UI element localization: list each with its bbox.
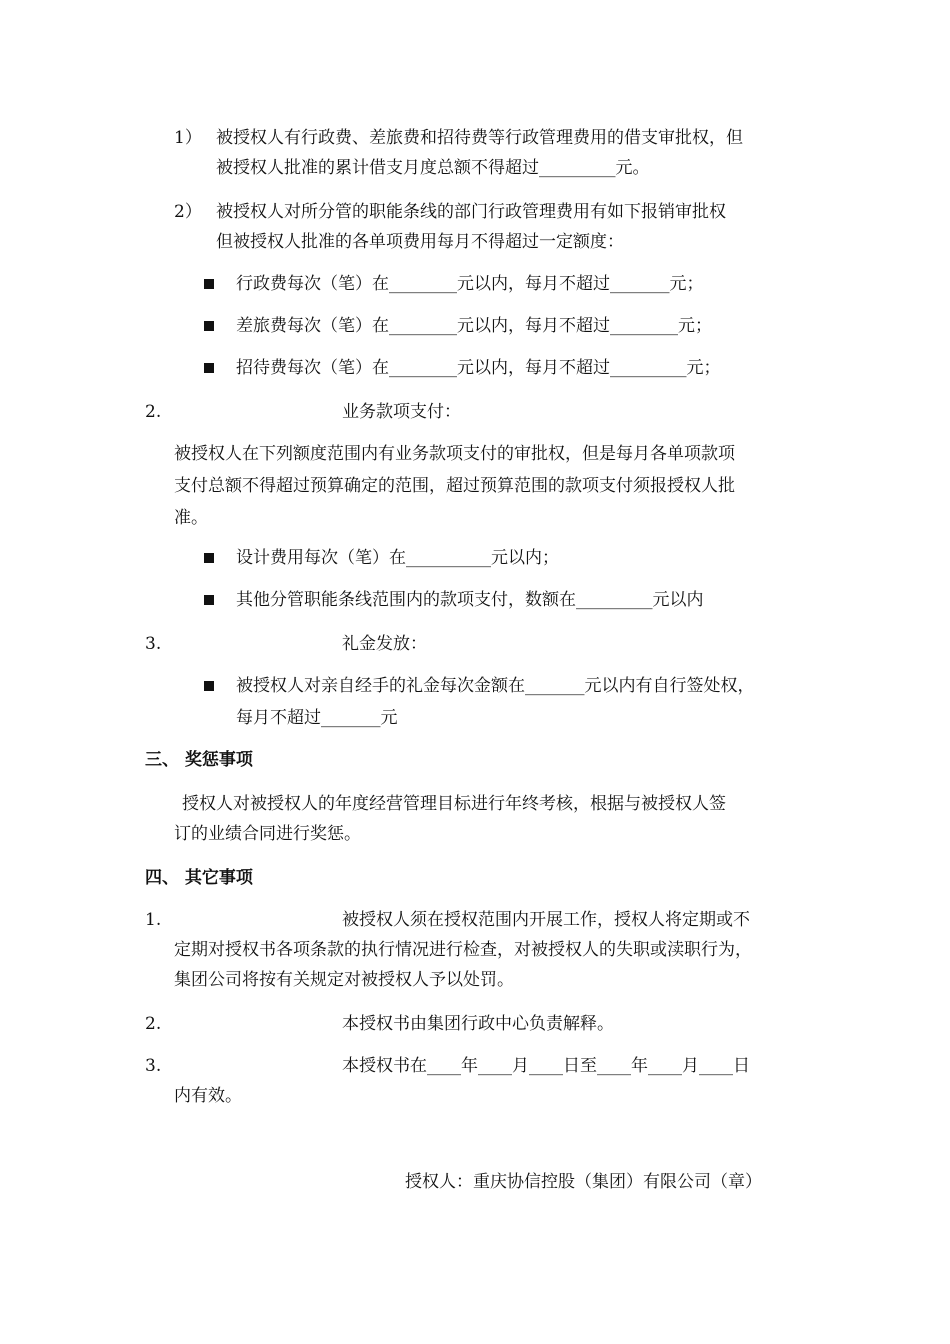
item-number: 3. (145, 634, 162, 654)
square-bullet-icon (204, 321, 214, 331)
paragraph-line: 本授权书在____年____月____日至____年____月____日 (342, 1056, 750, 1076)
list-item: 其他分管职能条线范围内的款项支付，数额在_________元以内 (236, 590, 704, 610)
paragraph-line: 但被授权人批准的各单项费用每月不得超过一定额度： (216, 232, 624, 252)
paragraph-line: 被授权人对所分管的职能条线的部门行政管理费用有如下报销审批权 (216, 202, 726, 222)
paragraph-line: 被授权人在下列额度范围内有业务款项支付的审批权，但是每月各单项款项 (174, 444, 735, 464)
paragraph-line: 被授权人批准的累计借支月度总额不得超过_________元。 (216, 158, 650, 178)
list-item-continuation: 每月不超过_______元 (236, 708, 398, 728)
item-title: 业务款项支付： (342, 402, 461, 422)
square-bullet-icon (204, 553, 214, 563)
paragraph-line: 被授权人须在授权范围内开展工作，授权人将定期或不 (342, 910, 750, 930)
list-item: 招待费每次（笔）在________元以内，每月不超过_________元； (236, 358, 721, 378)
item-number: 3. (145, 1056, 162, 1076)
paragraph-line: 被授权人有行政费、差旅费和招待费等行政管理费用的借支审批权，但 (216, 128, 743, 148)
paragraph-line: 支付总额不得超过预算确定的范围，超过预算范围的款项支付须报授权人批 (174, 476, 735, 496)
square-bullet-icon (204, 363, 214, 373)
signature-line: 授权人：重庆协信控股（集团）有限公司（章） (405, 1172, 762, 1192)
paragraph-line: 授权人对被授权人的年度经营管理目标进行年终考核，根据与被授权人签 (182, 794, 726, 814)
paragraph-line: 定期对授权书各项条款的执行情况进行检查，对被授权人的失职或渎职行为， (174, 940, 752, 960)
list-item: 差旅费每次（笔）在________元以内，每月不超过________元； (236, 316, 712, 336)
item-number: 1. (145, 910, 162, 930)
paragraph-line: 本授权书由集团行政中心负责解释。 (342, 1014, 614, 1034)
list-item: 被授权人对亲自经手的礼金每次金额在_______元以内有自行签处权， (236, 676, 755, 696)
square-bullet-icon (204, 681, 214, 691)
section-heading: 三、 奖惩事项 (145, 750, 253, 770)
list-item: 行政费每次（笔）在________元以内，每月不超过_______元； (236, 274, 704, 294)
item-title: 礼金发放： (342, 634, 427, 654)
item-number: 2） (174, 202, 202, 222)
item-number: 1） (174, 128, 202, 148)
paragraph-line: 订的业绩合同进行奖惩。 (174, 824, 361, 844)
item-number: 2. (145, 1014, 162, 1034)
paragraph-line: 内有效。 (174, 1086, 242, 1106)
list-item: 设计费用每次（笔）在__________元以内； (236, 548, 559, 568)
item-number: 2. (145, 402, 162, 422)
square-bullet-icon (204, 279, 214, 289)
paragraph-line: 集团公司将按有关规定对被授权人予以处罚。 (174, 970, 514, 990)
paragraph-line: 准。 (174, 508, 208, 528)
square-bullet-icon (204, 595, 214, 605)
section-heading: 四、 其它事项 (145, 868, 253, 888)
